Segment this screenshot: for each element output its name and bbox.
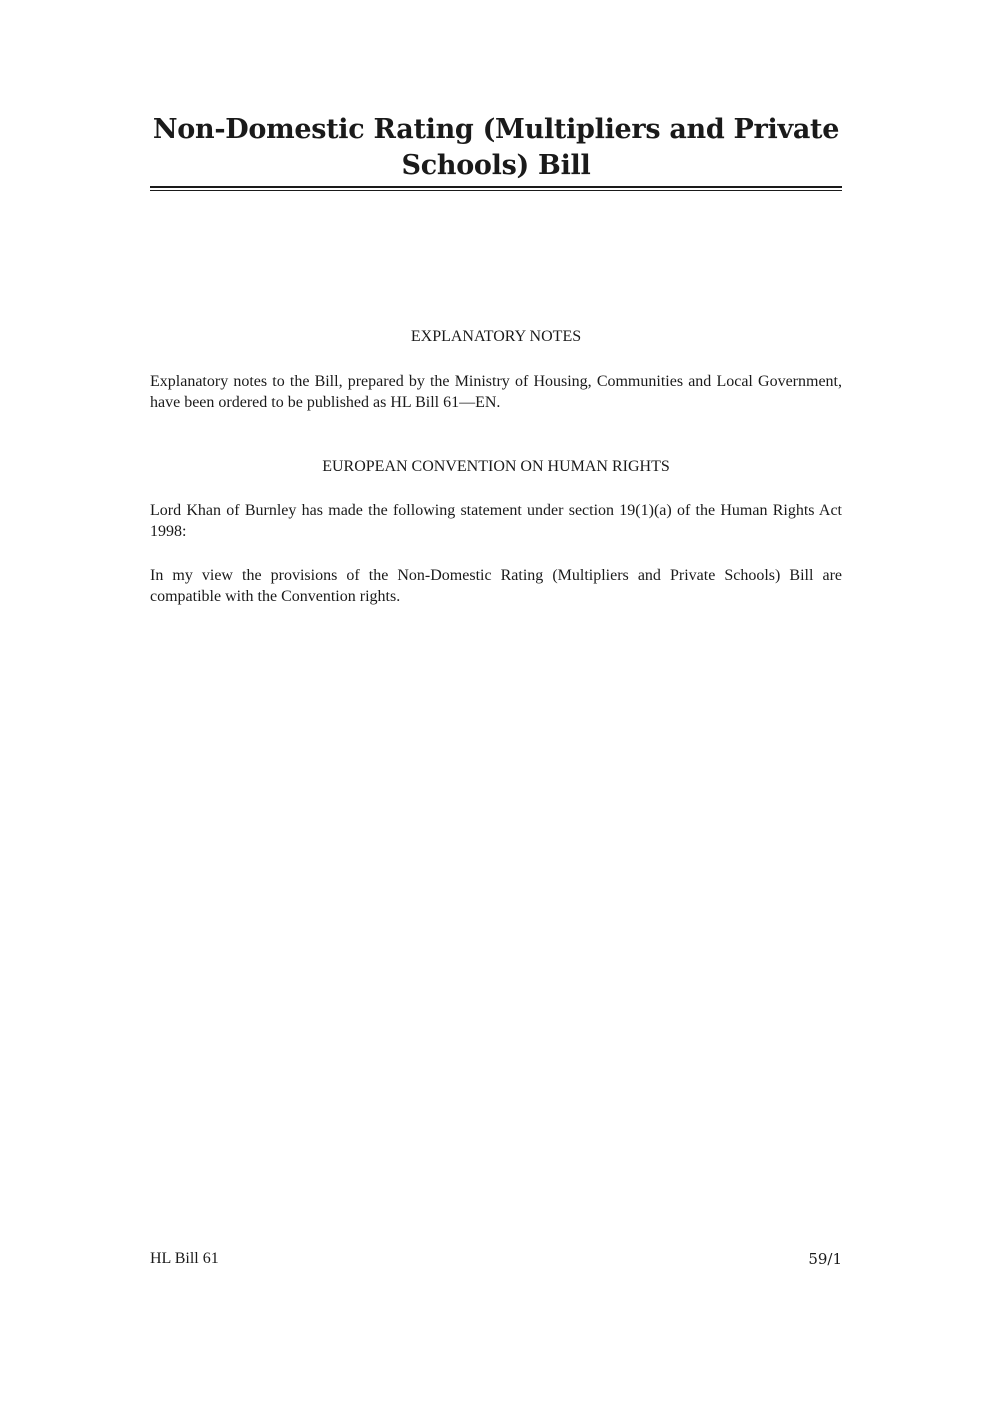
title-rule-thick — [150, 186, 842, 188]
explanatory-notes-heading: EXPLANATORY NOTES — [410, 328, 582, 345]
echr-compatibility-paragraph: In my view the provisions of the Non-Domestic Rating (Multipliers and Private Schools) Bill are compatible with the Convention rights. — [150, 567, 842, 605]
title-rule-thin — [150, 190, 842, 191]
footer-print-number: 59/1 — [808, 1250, 842, 1268]
echr-heading: EUROPEAN CONVENTION ON HUMAN RIGHTS — [322, 458, 670, 475]
explanatory-notes-paragraph: Explanatory notes to the Bill, prepared by the Ministry of Housing, Communities and Local Government, have been ordered to be published as HL Bill 61—EN. — [150, 373, 842, 411]
footer-bill-reference: HL Bill 61 — [150, 1250, 219, 1267]
bill-title: Non-Domestic Rating (Multipliers and Private Schools) Bill — [152, 114, 840, 181]
echr-statement-paragraph: Lord Khan of Burnley has made the following statement under section 19(1)(a) of the Human Rights Act 1998: — [150, 502, 842, 540]
